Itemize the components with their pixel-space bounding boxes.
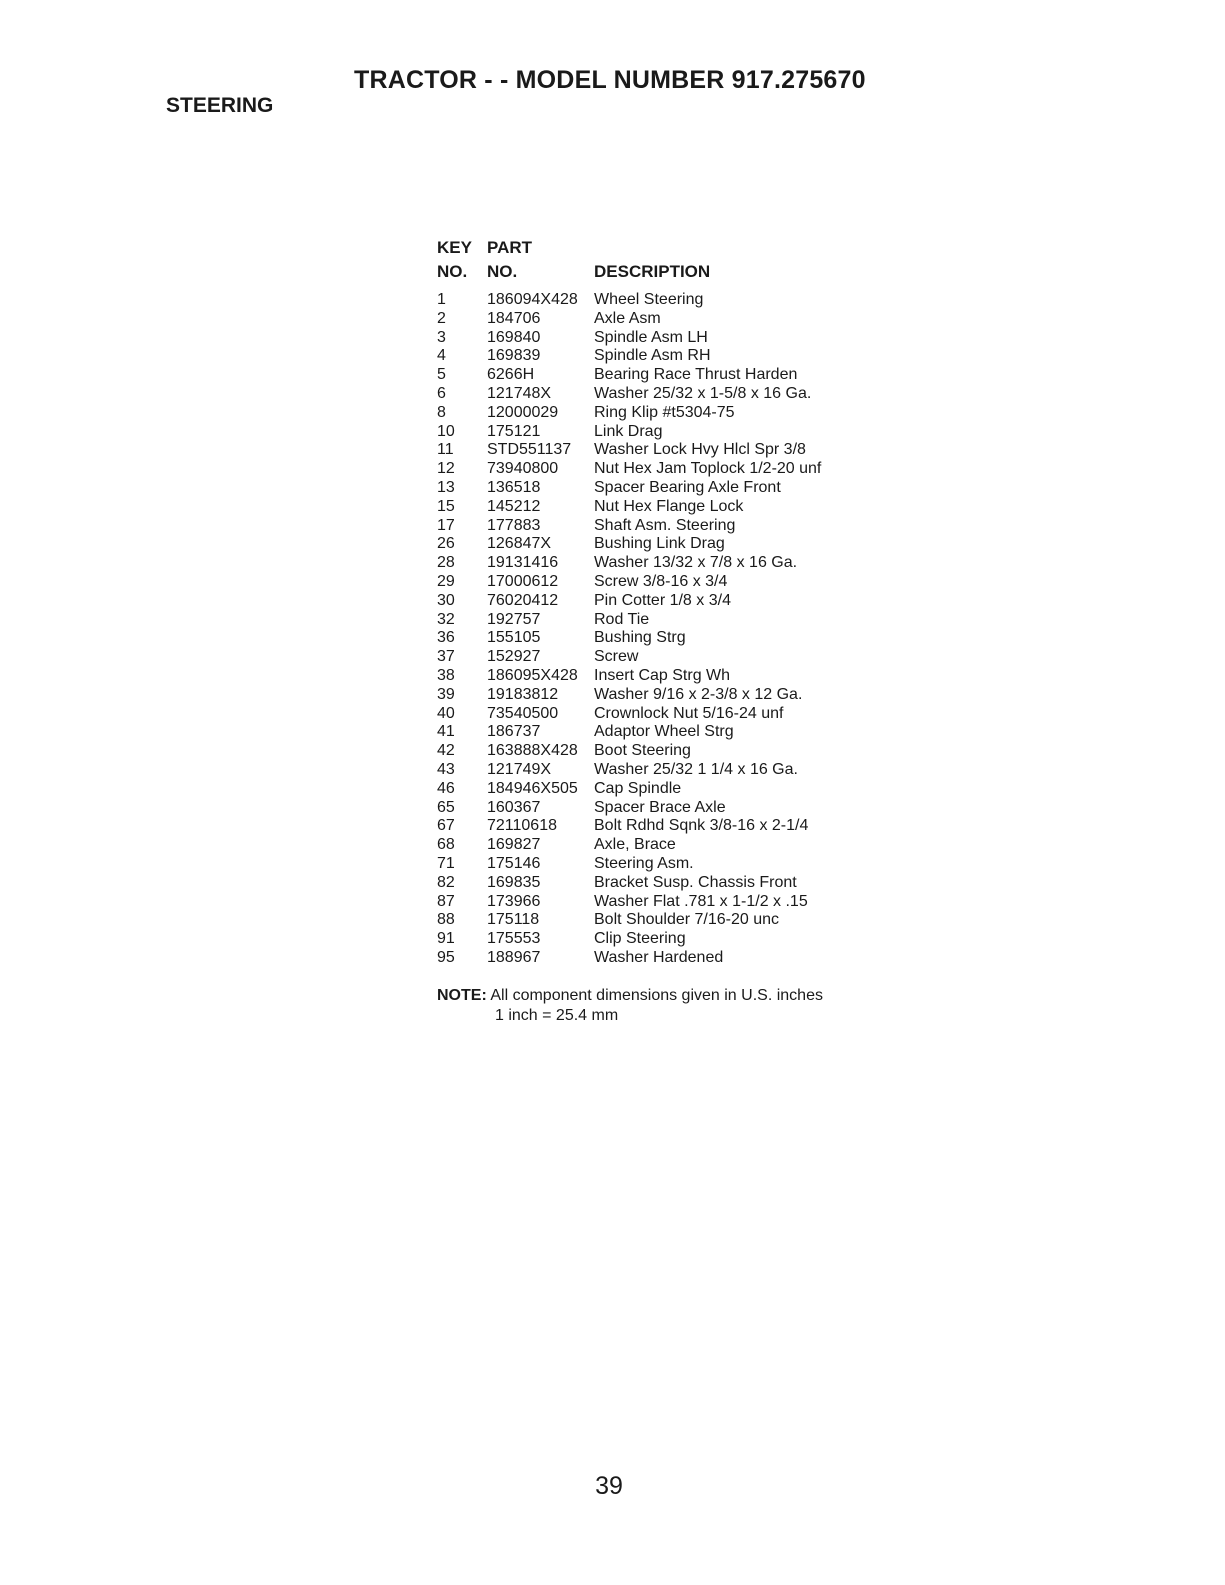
- part-no: 19131416: [487, 554, 559, 572]
- key-no: 11: [437, 441, 454, 459]
- part-no: 72110618: [487, 817, 557, 835]
- key-no: 15: [437, 497, 455, 515]
- key-no: 29: [437, 572, 455, 590]
- part-no: 155105: [487, 629, 541, 647]
- part-no: 73940800: [487, 460, 559, 478]
- description: Washer 25/32 1 1/4 x 16 Ga.: [594, 760, 798, 778]
- description: Steering Asm.: [594, 854, 694, 872]
- key-no: 87: [437, 892, 455, 910]
- note-label: NOTE:: [437, 987, 487, 1004]
- part-no: 17000612: [487, 572, 559, 590]
- part-no: 121749X: [487, 760, 552, 778]
- part-no: 19183812: [487, 685, 559, 703]
- section-title: STEERING: [166, 94, 274, 117]
- key-no: 17: [437, 516, 455, 534]
- part-no: 173966: [487, 892, 541, 910]
- part-no: 186737: [487, 723, 541, 741]
- key-no: 32: [437, 610, 455, 628]
- description: Spindle Asm RH: [594, 347, 711, 365]
- description: Adaptor Wheel Strg: [594, 723, 734, 741]
- key-no: 46: [437, 779, 455, 797]
- key-no: 36: [437, 629, 455, 647]
- key-no: 68: [437, 836, 455, 854]
- description: Pin Cotter 1/8 x 3/4: [594, 591, 731, 609]
- description: Insert Cap Strg Wh: [594, 666, 731, 684]
- key-no: 5: [437, 366, 446, 384]
- part-no: 186095X428: [487, 666, 578, 684]
- header-part-line2: NO.: [487, 262, 518, 281]
- key-no: 43: [437, 760, 455, 778]
- description: Wheel Steering: [594, 291, 704, 308]
- description: Bolt Shoulder 7/16-20 unc: [594, 911, 780, 929]
- key-no: 30: [437, 591, 455, 609]
- header-key-line2: NO.: [437, 262, 468, 281]
- description: Bolt Rdhd Sqnk 3/8-16 x 2-1/4: [594, 817, 809, 835]
- key-no: 28: [437, 554, 455, 572]
- part-no: 175121: [487, 422, 541, 440]
- key-no: 39: [437, 685, 455, 703]
- key-no: 71: [437, 854, 455, 872]
- part-no: 136518: [487, 478, 541, 496]
- part-no: 186094X428: [487, 291, 578, 308]
- part-no: 145212: [487, 497, 541, 515]
- description: Axle, Brace: [594, 836, 676, 854]
- key-no: 8: [437, 403, 446, 421]
- key-no: 1: [437, 291, 446, 308]
- part-no: 6266H: [487, 366, 535, 384]
- description: Clip Steering: [594, 930, 686, 948]
- key-no: 4: [437, 347, 446, 365]
- key-no: 10: [437, 422, 455, 440]
- part-no: 12000029: [487, 403, 559, 421]
- part-no: 175118: [487, 911, 540, 929]
- description: Screw 3/8-16 x 3/4: [594, 572, 728, 590]
- part-no: 184706: [487, 309, 541, 327]
- part-no: 152927: [487, 648, 541, 666]
- part-no: 169835: [487, 873, 541, 891]
- page-title: TRACTOR - - MODEL NUMBER 917.275670: [354, 66, 866, 94]
- header-description: DESCRIPTION: [594, 262, 711, 281]
- key-no: 95: [437, 948, 455, 966]
- note-line2: 1 inch = 25.4 mm: [495, 1007, 619, 1024]
- part-no: 169827: [487, 836, 541, 854]
- description: Washer Lock Hvy Hlcl Spr 3/8: [594, 441, 806, 459]
- description: Nut Hex Jam Toplock 1/2-20 unf: [594, 460, 822, 478]
- part-no: STD551137: [487, 441, 572, 459]
- part-no: 169840: [487, 328, 541, 346]
- description: Spacer Brace Axle: [594, 798, 726, 816]
- part-no: 121748X: [487, 384, 552, 402]
- description: Bushing Link Drag: [594, 535, 725, 553]
- description: Washer Flat .781 x 1-1/2 x .15: [594, 892, 808, 910]
- description: Shaft Asm. Steering: [594, 516, 736, 534]
- key-no: 13: [437, 478, 455, 496]
- key-no: 2: [437, 309, 446, 327]
- part-no: 126847X: [487, 535, 552, 553]
- key-no: 65: [437, 798, 455, 816]
- description: Ring Klip #t5304-75: [594, 403, 735, 421]
- part-no: 177883: [487, 516, 541, 534]
- key-no: 91: [437, 930, 455, 948]
- key-no: 26: [437, 535, 455, 553]
- description: Cap Spindle: [594, 779, 682, 797]
- part-no: 73540500: [487, 704, 559, 722]
- part-no: 192757: [487, 610, 541, 628]
- key-no: 67: [437, 817, 455, 835]
- header-key-line1: KEY: [437, 238, 472, 257]
- header-part-line1: PART: [487, 238, 533, 257]
- key-no: 6: [437, 384, 446, 402]
- key-no: 41: [437, 723, 455, 741]
- key-no: 38: [437, 666, 455, 684]
- part-no: 163888X428: [487, 742, 578, 760]
- part-no: 188967: [487, 948, 541, 966]
- description: Spacer Bearing Axle Front: [594, 478, 781, 496]
- description: Bearing Race Thrust Harden: [594, 366, 798, 384]
- description: Screw: [594, 648, 639, 666]
- description: Link Drag: [594, 422, 663, 440]
- description: Washer 13/32 x 7/8 x 16 Ga.: [594, 554, 798, 572]
- description: Crownlock Nut 5/16-24 unf: [594, 704, 784, 722]
- description: Bracket Susp. Chassis Front: [594, 873, 797, 891]
- note: [437, 987, 823, 1024]
- part-no: 160367: [487, 798, 541, 816]
- description: Washer 9/16 x 2-3/8 x 12 Ga.: [594, 685, 803, 703]
- part-no: 169839: [487, 347, 541, 365]
- part-no: 76020412: [487, 591, 559, 609]
- description: Washer 25/32 x 1-5/8 x 16 Ga.: [594, 384, 812, 402]
- part-no: 184946X505: [487, 779, 578, 797]
- part-no: 175553: [487, 930, 541, 948]
- part-no: 175146: [487, 854, 541, 872]
- key-no: 88: [437, 911, 455, 929]
- key-no: 3: [437, 328, 446, 346]
- description: Axle Asm: [594, 309, 661, 327]
- key-no: 40: [437, 704, 455, 722]
- key-no: 42: [437, 742, 455, 760]
- description: Spindle Asm LH: [594, 328, 708, 346]
- key-no: 82: [437, 873, 455, 891]
- key-no: 37: [437, 648, 455, 666]
- description: Bushing Strg: [594, 629, 686, 647]
- description: Nut Hex Flange Lock: [594, 497, 744, 515]
- note-line1: All component dimensions given in U.S. inches: [486, 987, 823, 1004]
- description: Rod Tie: [594, 610, 650, 628]
- page-number: 39: [595, 1472, 623, 1500]
- description: Boot Steering: [594, 742, 691, 760]
- description: Washer Hardened: [594, 948, 724, 966]
- key-no: 12: [437, 460, 455, 478]
